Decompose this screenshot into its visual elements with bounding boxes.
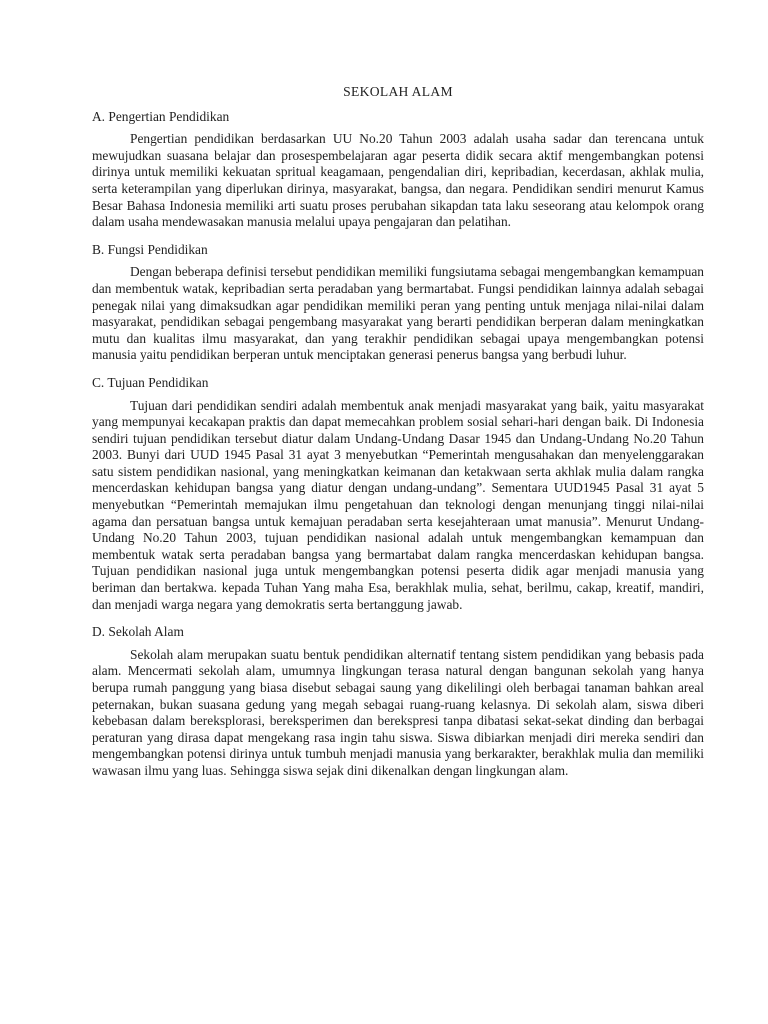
section-heading: A. Pengertian Pendidikan: [92, 108, 230, 124]
section-heading: D. Sekolah Alam: [92, 624, 184, 640]
section-fungsi-pendidikan: [92, 242, 704, 364]
section-tujuan-pendidikan: [92, 375, 704, 613]
section-paragraph: Pengertian pendidikan berdasarkan UU No.20 Tahun 2003 adalah usaha sadar dan terencana untuk mewujudkan suasana belajar dan prosespembelajaran agar peserta didik secara aktif mengembangkan potensi dirinya untuk memiliki kekuatan spritual keagamaan, pengendalian diri, kepribadian, kecerdasan, akhlak mulia, serta keterampilan yang diperlukan dirinya, masyarakat, bangsa, dan negara. Pendidikan sendiri menurut Kamus Besar Bahasa Indonesia memiliki arti suatu proses perubahan sikapdan tata laku seseorang atau kelompok orang dalam usaha mendewasakan manusia melalui upaya pengajaran dan pelatihan.: [92, 131, 704, 230]
document-title: SEKOLAH ALAM: [343, 84, 453, 99]
section-heading: C. Tujuan Pendidikan: [92, 374, 209, 390]
section-paragraph: Sekolah alam merupakan suatu bentuk pendidikan alternatif tentang sistem pendidikan yang bebasis pada alam. Mencermati sekolah alam, umumnya lingkungan terasa natural dengan bangunan sekolah yang hanya berupa rumah panggung yang biasa disebut sebagai saung yang dikelilingi oleh berbagai tanaman bahkan areal peternakan, bukan suasana gedung yang megah sebagai ruang-ruang kelasnya. Di sekolah alam, siswa diberi kebebasan dalam bereksplorasi, bereksperimen dan berekspresi tanpa dibatasi sekat-sekat dinding dan berbagai peraturan yang dirasa dapat mengekang rasa ingin tahu siswa. Siswa dibiarkan menjadi diri mereka sendiri dan mengembangkan potensi dirinya untuk tumbuh menjadi manusia yang berkarakter, berakhlak mulia dan memiliki wawasan ilmu yang luas. Sehingga siswa sejak dini dikenalkan dengan lingkungan alam.: [92, 646, 704, 778]
section-paragraph: Dengan beberapa definisi tersebut pendidikan memiliki fungsiutama sebagai mengembangkan kemampuan dan membentuk watak, kepribadian serta peradaban yang bermartabat. Fungsi pendidikan lainnya adalah sebagai penegak nilai yang dimaksudkan agar pendidikan memiliki peran yang penting untuk menjaga nilai-nilai dalam masyarakat, pendidikan sebagai pengembang masyarakat yang berarti pendidikan berperan dalam meningkatkan mutu dan kualitas ilmu masyarakat, dan yang terakhir pendidikan sebagai upaya mengembangkan potensi manusia yaitu pendidikan berperan untuk menciptakan generasi penerus bangsa yang berbudi luhur.: [92, 264, 704, 363]
section-heading: B. Fungsi Pendidikan: [92, 241, 208, 257]
document-page: [92, 84, 704, 791]
section-sekolah-alam: [92, 624, 704, 779]
section-pengertian-pendidikan: [92, 109, 704, 231]
section-paragraph: Tujuan dari pendidikan sendiri adalah membentuk anak menjadi masyarakat yang baik, yaitu masyarakat yang mempunyai kecakapan praktis dan dapat memecahkan problem sosial sehari-hari dengan baik. Di Indonesia sendiri tujuan pendidikan tersebut diatur dalam Undang-Undang Dasar 1945 dan Undang-Undang No.20 Tahun 2003. Bunyi dari UUD 1945 Pasal 31 ayat 3 menyebutkan “Pemerintah mengusahakan dan menyelenggarakan satu sistem pendidikan nasional, yang meningkatkan keimanan dan ketakwaan serta akhlak mulia dalam rangka mencerdaskan kehidupan bangsa yang diatur dengan undang-undang”. Sementara UUD1945 Pasal 31 ayat 5 menyebutkan “Pemerintah memajukan ilmu pengetahuan dan teknologi dengan menunjang tinggi nilai-nilai agama dan persatuan bangsa untuk kemajuan peradaban serta kesejahteraan umat manusia”. Menurut Undang-Undang No.20 Tahun 2003, tujuan pendidikan nasional adalah untuk mengembangkan kemampuan dan membentuk watak serta peradaban bangsa yang bermartabat dalam rangka mencerdaskan kehidupan bangsa. Tujuan pendidikan nasional juga untuk mengembangkan potensi peserta didik agar menjadi manusia yang beriman dan bertakwa. kepada Tuhan Yang maha Esa, berakhlak mulia, sehat, berilmu, cakap, kreatif, mandiri, dan menjadi warga negara yang demokratis serta bertanggung jawab.: [92, 397, 704, 612]
